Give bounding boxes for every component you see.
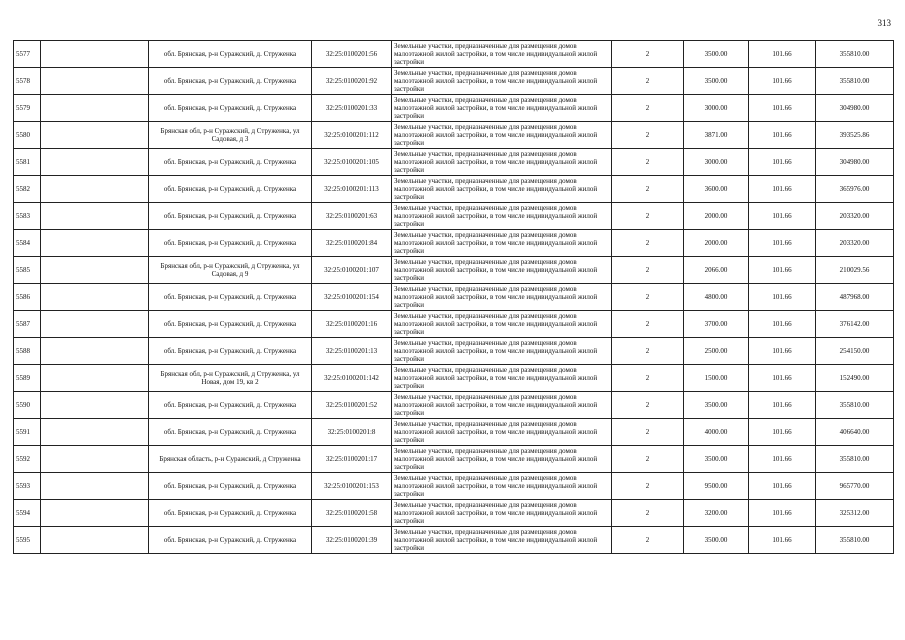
address-cell: Брянская обл, р-н Суражский, д Струженка, ул Садовая, д 3 [149, 122, 312, 149]
table-row [14, 95, 894, 122]
cadastral-value-cell: 203320.00 [816, 230, 894, 257]
blank-cell [41, 419, 149, 446]
row-number: 5588 [14, 338, 41, 365]
land-use-cell: Земельные участки, предназначенные для размещения домов малоэтажной жилой застройки, в том числе индивидуальной жилой застройки [392, 527, 612, 554]
cadastral-value-cell: 376142.00 [816, 311, 894, 338]
area-cell: 3500.00 [684, 392, 749, 419]
row-number: 5580 [14, 122, 41, 149]
address-cell: Брянская обл, р-н Суражский, д Струженка, ул Садовая, д 9 [149, 257, 312, 284]
blank-cell [41, 284, 149, 311]
row-number: 5587 [14, 311, 41, 338]
area-cell: 4000.00 [684, 419, 749, 446]
cadastral-value-cell: 355810.00 [816, 41, 894, 68]
table-row [14, 149, 894, 176]
cadastral-number-cell: 32:25:0100201:52 [312, 392, 392, 419]
table-row [14, 122, 894, 149]
rate-cell: 101.66 [749, 365, 816, 392]
blank-cell [41, 122, 149, 149]
address-cell: обл. Брянская, р-н Суражский, д. Струженка [149, 149, 312, 176]
category-cell: 2 [612, 149, 684, 176]
cadastral-value-cell: 203320.00 [816, 203, 894, 230]
cadastral-number-cell: 32:25:0100201:154 [312, 284, 392, 311]
address-cell: обл. Брянская, р-н Суражский, д. Струженка [149, 284, 312, 311]
cadastral-value-cell: 965770.00 [816, 473, 894, 500]
land-use-cell: Земельные участки, предназначенные для размещения домов малоэтажной жилой застройки, в том числе индивидуальной жилой застройки [392, 446, 612, 473]
category-cell: 2 [612, 311, 684, 338]
area-cell: 2066.00 [684, 257, 749, 284]
category-cell: 2 [612, 257, 684, 284]
row-number: 5584 [14, 230, 41, 257]
cadastral-value-cell: 210029.56 [816, 257, 894, 284]
cadastral-number-cell: 32:25:0100201:39 [312, 527, 392, 554]
blank-cell [41, 365, 149, 392]
address-cell: обл. Брянская, р-н Суражский, д. Струженка [149, 95, 312, 122]
blank-cell [41, 41, 149, 68]
rate-cell: 101.66 [749, 338, 816, 365]
row-number: 5594 [14, 500, 41, 527]
rate-cell: 101.66 [749, 419, 816, 446]
cadastral-value-cell: 304980.00 [816, 149, 894, 176]
land-use-cell: Земельные участки, предназначенные для размещения домов малоэтажной жилой застройки, в том числе индивидуальной жилой застройки [392, 149, 612, 176]
category-cell: 2 [612, 392, 684, 419]
area-cell: 4800.00 [684, 284, 749, 311]
rate-cell: 101.66 [749, 527, 816, 554]
cadastral-number-cell: 32:25:0100201:56 [312, 41, 392, 68]
blank-cell [41, 95, 149, 122]
table-row [14, 500, 894, 527]
category-cell: 2 [612, 122, 684, 149]
area-cell: 3200.00 [684, 500, 749, 527]
table-row [14, 392, 894, 419]
address-cell: обл. Брянская, р-н Суражский, д. Струженка [149, 527, 312, 554]
category-cell: 2 [612, 473, 684, 500]
category-cell: 2 [612, 41, 684, 68]
area-cell: 3000.00 [684, 95, 749, 122]
category-cell: 2 [612, 446, 684, 473]
row-number: 5589 [14, 365, 41, 392]
area-cell: 3600.00 [684, 176, 749, 203]
area-cell: 3871.00 [684, 122, 749, 149]
address-cell: обл. Брянская, р-н Суражский, д. Струженка [149, 392, 312, 419]
area-cell: 2000.00 [684, 203, 749, 230]
table-row [14, 311, 894, 338]
cadastral-number-cell: 32:25:0100201:113 [312, 176, 392, 203]
area-cell: 3500.00 [684, 446, 749, 473]
category-cell: 2 [612, 500, 684, 527]
rate-cell: 101.66 [749, 149, 816, 176]
table-row [14, 365, 894, 392]
address-cell: обл. Брянская, р-н Суражский, д. Струженка [149, 68, 312, 95]
row-number: 5591 [14, 419, 41, 446]
blank-cell [41, 446, 149, 473]
cadastral-number-cell: 32:25:0100201:63 [312, 203, 392, 230]
blank-cell [41, 176, 149, 203]
rate-cell: 101.66 [749, 68, 816, 95]
area-cell: 3500.00 [684, 527, 749, 554]
blank-cell [41, 68, 149, 95]
cadastral-number-cell: 32:25:0100201:13 [312, 338, 392, 365]
cadastral-number-cell: 32:25:0100201:153 [312, 473, 392, 500]
address-cell: обл. Брянская, р-н Суражский, д. Струженка [149, 203, 312, 230]
cadastral-value-cell: 152490.00 [816, 365, 894, 392]
cadastral-value-cell: 304980.00 [816, 95, 894, 122]
row-number: 5586 [14, 284, 41, 311]
blank-cell [41, 311, 149, 338]
rate-cell: 101.66 [749, 311, 816, 338]
land-use-cell: Земельные участки, предназначенные для размещения домов малоэтажной жилой застройки, в том числе индивидуальной жилой застройки [392, 68, 612, 95]
cadastral-value-cell: 254150.00 [816, 338, 894, 365]
address-cell: обл. Брянская, р-н Суражский, д. Струженка [149, 41, 312, 68]
row-number: 5590 [14, 392, 41, 419]
cadastral-value-cell: 406640.00 [816, 419, 894, 446]
rate-cell: 101.66 [749, 392, 816, 419]
table-row [14, 446, 894, 473]
cadastral-value-cell: 355810.00 [816, 446, 894, 473]
land-use-cell: Земельные участки, предназначенные для размещения домов малоэтажной жилой застройки, в том числе индивидуальной жилой застройки [392, 338, 612, 365]
cadastral-value-cell: 365976.00 [816, 176, 894, 203]
table-row [14, 41, 894, 68]
table-row [14, 419, 894, 446]
area-cell: 3500.00 [684, 41, 749, 68]
cadastral-value-cell: 355810.00 [816, 68, 894, 95]
category-cell: 2 [612, 419, 684, 446]
rate-cell: 101.66 [749, 446, 816, 473]
rate-cell: 101.66 [749, 95, 816, 122]
area-cell: 3700.00 [684, 311, 749, 338]
land-use-cell: Земельные участки, предназначенные для размещения домов малоэтажной жилой застройки, в том числе индивидуальной жилой застройки [392, 257, 612, 284]
land-use-cell: Земельные участки, предназначенные для размещения домов малоэтажной жилой застройки, в том числе индивидуальной жилой застройки [392, 176, 612, 203]
cadastral-number-cell: 32:25:0100201:112 [312, 122, 392, 149]
category-cell: 2 [612, 203, 684, 230]
land-use-cell: Земельные участки, предназначенные для размещения домов малоэтажной жилой застройки, в том числе индивидуальной жилой застройки [392, 365, 612, 392]
cadastral-number-cell: 32:25:0100201:92 [312, 68, 392, 95]
rate-cell: 101.66 [749, 257, 816, 284]
land-use-cell: Земельные участки, предназначенные для размещения домов малоэтажной жилой застройки, в том числе индивидуальной жилой застройки [392, 392, 612, 419]
table-row [14, 473, 894, 500]
cadastral-number-cell: 32:25:0100201:58 [312, 500, 392, 527]
table-row [14, 68, 894, 95]
address-cell: обл. Брянская, р-н Суражский, д. Струженка [149, 500, 312, 527]
cadastral-value-cell: 355810.00 [816, 392, 894, 419]
row-number: 5578 [14, 68, 41, 95]
land-use-cell: Земельные участки, предназначенные для размещения домов малоэтажной жилой застройки, в том числе индивидуальной жилой застройки [392, 230, 612, 257]
blank-cell [41, 392, 149, 419]
cadastral-value-cell: 393525.86 [816, 122, 894, 149]
rate-cell: 101.66 [749, 500, 816, 527]
row-number: 5593 [14, 473, 41, 500]
table-row [14, 257, 894, 284]
category-cell: 2 [612, 527, 684, 554]
row-number: 5582 [14, 176, 41, 203]
cadastral-number-cell: 32:25:0100201:142 [312, 365, 392, 392]
category-cell: 2 [612, 176, 684, 203]
land-use-cell: Земельные участки, предназначенные для размещения домов малоэтажной жилой застройки, в том числе индивидуальной жилой застройки [392, 419, 612, 446]
category-cell: 2 [612, 365, 684, 392]
row-number: 5592 [14, 446, 41, 473]
land-use-cell: Земельные участки, предназначенные для размещения домов малоэтажной жилой застройки, в том числе индивидуальной жилой застройки [392, 473, 612, 500]
page-number: 313 [877, 18, 891, 28]
cadastral-number-cell: 32:25:0100201:16 [312, 311, 392, 338]
cadastral-value-cell: 487968.00 [816, 284, 894, 311]
category-cell: 2 [612, 68, 684, 95]
area-cell: 1500.00 [684, 365, 749, 392]
address-cell: Брянская область, р-н Суражский, д Струженка [149, 446, 312, 473]
land-use-cell: Земельные участки, предназначенные для размещения домов малоэтажной жилой застройки, в том числе индивидуальной жилой застройки [392, 122, 612, 149]
row-number: 5577 [14, 41, 41, 68]
area-cell: 3500.00 [684, 68, 749, 95]
rate-cell: 101.66 [749, 122, 816, 149]
table-row [14, 203, 894, 230]
blank-cell [41, 338, 149, 365]
blank-cell [41, 149, 149, 176]
blank-cell [41, 230, 149, 257]
land-use-cell: Земельные участки, предназначенные для размещения домов малоэтажной жилой застройки, в том числе индивидуальной жилой застройки [392, 284, 612, 311]
cadastral-value-cell: 355810.00 [816, 527, 894, 554]
category-cell: 2 [612, 95, 684, 122]
table-row [14, 338, 894, 365]
land-use-cell: Земельные участки, предназначенные для размещения домов малоэтажной жилой застройки, в том числе индивидуальной жилой застройки [392, 500, 612, 527]
blank-cell [41, 257, 149, 284]
address-cell: обл. Брянская, р-н Суражский, д. Струженка [149, 473, 312, 500]
rate-cell: 101.66 [749, 230, 816, 257]
blank-cell [41, 500, 149, 527]
cadastral-number-cell: 32:25:0100201:107 [312, 257, 392, 284]
area-cell: 3000.00 [684, 149, 749, 176]
area-cell: 2500.00 [684, 338, 749, 365]
cadastral-number-cell: 32:25:0100201:105 [312, 149, 392, 176]
rate-cell: 101.66 [749, 284, 816, 311]
rate-cell: 101.66 [749, 473, 816, 500]
row-number: 5581 [14, 149, 41, 176]
land-use-cell: Земельные участки, предназначенные для размещения домов малоэтажной жилой застройки, в том числе индивидуальной жилой застройки [392, 311, 612, 338]
cadastral-number-cell: 32:25:0100201:17 [312, 446, 392, 473]
address-cell: обл. Брянская, р-н Суражский, д. Струженка [149, 176, 312, 203]
row-number: 5585 [14, 257, 41, 284]
cadastral-number-cell: 32:25:0100201:33 [312, 95, 392, 122]
rate-cell: 101.66 [749, 203, 816, 230]
land-use-cell: Земельные участки, предназначенные для размещения домов малоэтажной жилой застройки, в том числе индивидуальной жилой застройки [392, 95, 612, 122]
row-number: 5595 [14, 527, 41, 554]
address-cell: обл. Брянская, р-н Суражский, д. Струженка [149, 419, 312, 446]
category-cell: 2 [612, 284, 684, 311]
address-cell: обл. Брянская, р-н Суражский, д. Струженка [149, 230, 312, 257]
land-registry-table [13, 40, 894, 554]
table-body [14, 41, 894, 554]
row-number: 5583 [14, 203, 41, 230]
blank-cell [41, 473, 149, 500]
cadastral-number-cell: 32:25:0100201:8 [312, 419, 392, 446]
area-cell: 2000.00 [684, 230, 749, 257]
table-row [14, 284, 894, 311]
blank-cell [41, 203, 149, 230]
cadastral-value-cell: 325312.00 [816, 500, 894, 527]
table-row [14, 527, 894, 554]
land-use-cell: Земельные участки, предназначенные для размещения домов малоэтажной жилой застройки, в том числе индивидуальной жилой застройки [392, 41, 612, 68]
blank-cell [41, 527, 149, 554]
rate-cell: 101.66 [749, 41, 816, 68]
address-cell: обл. Брянская, р-н Суражский, д. Струженка [149, 311, 312, 338]
table-row [14, 230, 894, 257]
category-cell: 2 [612, 230, 684, 257]
address-cell: Брянская обл, р-н Суражский, д Струженка, ул Новая, дом 19, кв 2 [149, 365, 312, 392]
table-row [14, 176, 894, 203]
land-use-cell: Земельные участки, предназначенные для размещения домов малоэтажной жилой застройки, в том числе индивидуальной жилой застройки [392, 203, 612, 230]
cadastral-number-cell: 32:25:0100201:84 [312, 230, 392, 257]
category-cell: 2 [612, 338, 684, 365]
rate-cell: 101.66 [749, 176, 816, 203]
address-cell: обл. Брянская, р-н Суражский, д. Струженка [149, 338, 312, 365]
row-number: 5579 [14, 95, 41, 122]
area-cell: 9500.00 [684, 473, 749, 500]
